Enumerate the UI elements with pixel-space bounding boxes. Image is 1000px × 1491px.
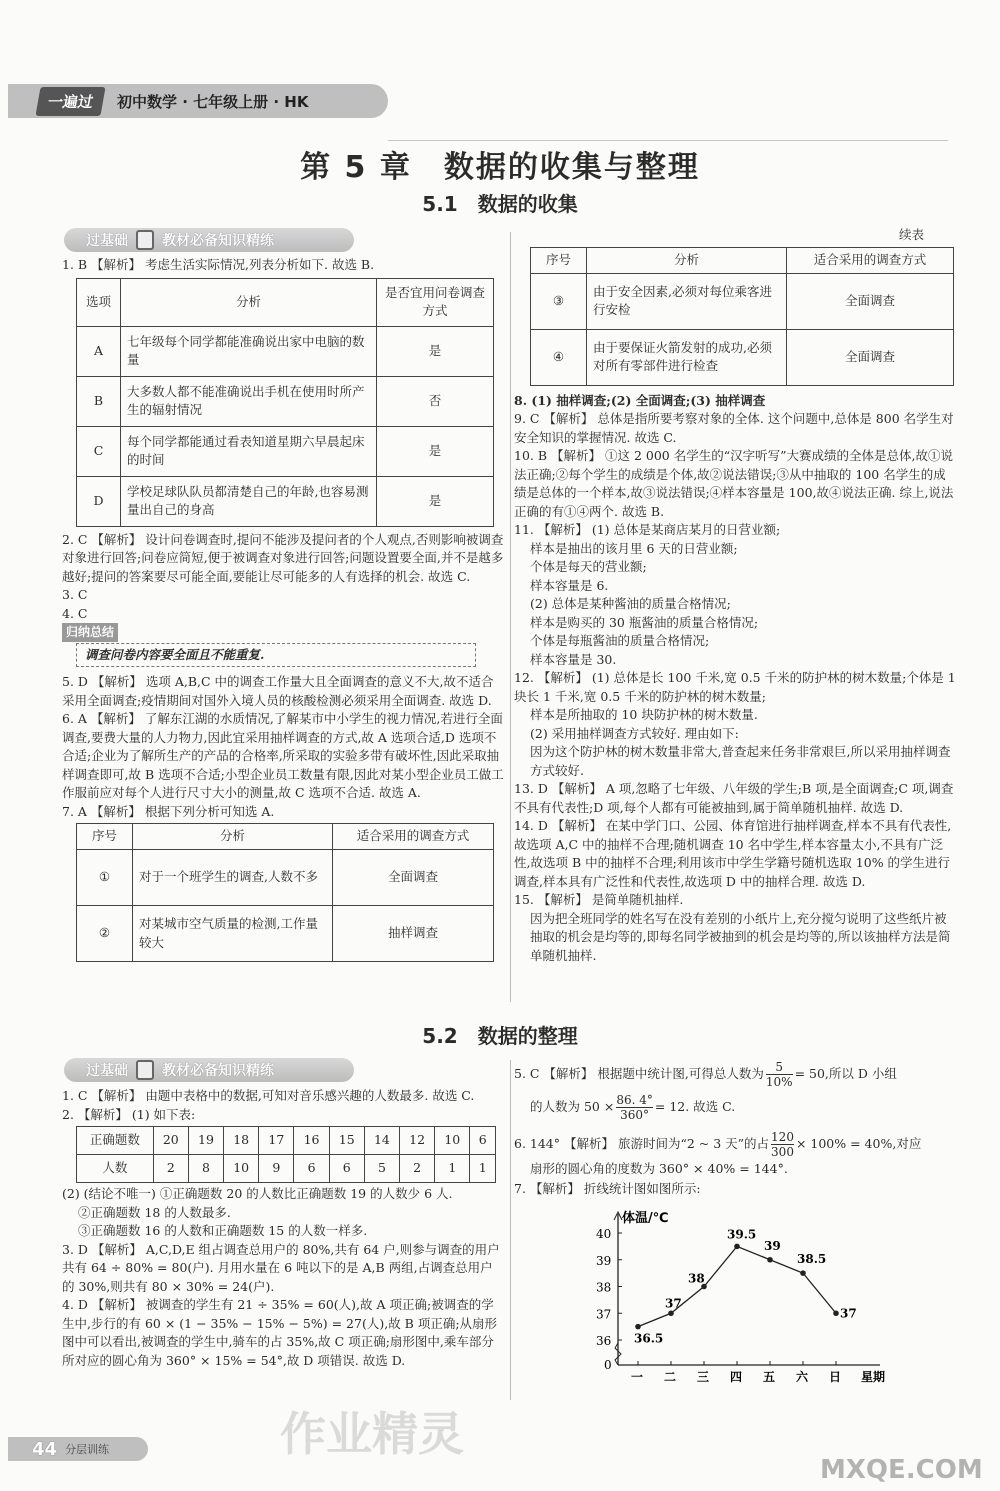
data-point	[800, 1270, 806, 1276]
fraction: $\frac{86. 4^\circ}{360^\circ}$	[616, 1093, 653, 1122]
table-cell: 10	[435, 1127, 470, 1155]
table-cell: 6	[294, 1155, 329, 1183]
data-point	[767, 1257, 773, 1263]
y-tick-label: 36	[596, 1334, 612, 1348]
data-point	[635, 1324, 641, 1330]
table-cell: 16	[294, 1127, 329, 1155]
answer-2: 2. C 【解析】 设计问卷调查时,提问不能涉及提问者的个人观点,否则影响被调查对象进行回答;问卷应简短,便于被调查对象进行回答;问题设置要全面,并不是越多越好;提问的答案要尽可能全面,要能让尽可能多的人有选择的机会. 故选 C.	[62, 531, 504, 584]
y-tick-label: 39	[596, 1253, 612, 1268]
answer-7: 7. A 【解析】 根据下列分析可知选 A.	[62, 803, 275, 819]
data-point	[734, 1244, 740, 1250]
table-options: 选项 分析 是否宜用问卷调查方式 A 七年级每个同学都能准确说出家中电脑的数量 是 B 大多数人都不能准确说出手机在使用时所产生的辐射情况 否 C 每个同学都能通过看表知道星期六早晨起床的时间 是 D 学校足球队队员都清楚自己的年龄,也容易测量出自己的身高 是	[76, 278, 494, 527]
section-title-5-1: 5.1 数据的收集	[422, 192, 578, 216]
data-label: 36.5	[634, 1331, 664, 1346]
watermark-text: 作业精灵	[280, 1407, 464, 1461]
table-methods-continued: 序号 分析 适合采用的调查方式 ③ 由于安全因素,必须对每位乘客进行安检 全面调查 ④ 由于要保证火箭发射的成功,必须对所有零部件进行检查 全面调查	[530, 247, 954, 386]
fraction: $\frac{120}{300}$	[771, 1130, 794, 1159]
answer-13: 13. D 【解析】 A 项,忽略了七年级、八年级的学生;B 项,是全面调查;C 项,调查不具有代表性;D 项,每个人都有可能被抽到,属于简单随机抽样. 故选 D.	[514, 781, 954, 815]
left-column-5-2	[62, 1087, 504, 1370]
data-label: 39	[764, 1238, 781, 1253]
temperature-line-chart	[580, 1200, 910, 1390]
table-cell: 15	[329, 1127, 364, 1155]
header-bar	[8, 84, 388, 118]
logo: 一遍过	[35, 87, 105, 116]
table-cell: 10	[224, 1155, 259, 1183]
table-cell: 18	[224, 1127, 259, 1155]
table-cell: 2	[400, 1155, 435, 1183]
notebook-icon	[136, 230, 154, 250]
right-column-5-2: 5. C 【解析】 根据题中统计图,可得总人数为 $\frac{5}{10\%}$ = 50,所以 D 小组 的人数为 50 × $\frac{86. 4^\circ}{360^\circ}$ = 12. 故选 C. 6. 144° 【解析】 旅游时间为“2 ~ 3 天”的占 $\frac{120}{300}$ × 100% = 40%,对应 扇形的圆心角的度数为 360° × 40% = 144°. 7. 【解析】 折线统计图如图所示:	[514, 1060, 958, 1199]
table-cell: 19	[188, 1127, 223, 1155]
answer-1: 1. B 【解析】 考虑生活实际情况,列表分析如下. 故选 B.	[62, 257, 375, 272]
x-axis-label: 星期	[861, 1370, 886, 1384]
data-label: 37	[665, 1296, 682, 1311]
footer-label: 分层训练	[65, 1443, 110, 1456]
data-label: 37	[840, 1306, 857, 1321]
answer-5-2-7: 7. 【解析】 折线统计图如图所示:	[514, 1181, 701, 1196]
table-cell: 8	[188, 1155, 223, 1183]
x-tick-label: 一	[631, 1370, 644, 1384]
answer-12: 12. 【解析】 (1) 总体是长 100 千米,宽 0.5 千米的防护林的树木数量;个体是 1 块长 1 千米,宽 0.5 千米的防护林的树木数量; 样本是所抽取的 10 块防护林的树木数量. (2) 采用抽样调查方式较好. 理由如下: 因为这个防护林的树木数量非常大,普查起来任务非常艰巨,所以采用抽样调查方式较好.	[514, 670, 956, 778]
continued-label: 续表	[898, 227, 924, 242]
notebook-icon	[136, 1060, 154, 1080]
answer-9: 9. C 【解析】 总体是指所要考察对象的全体. 这个问题中,总体是 800 名学生对安全知识的掌握情况. 故选 C.	[514, 411, 954, 445]
table-cell: 17	[259, 1127, 294, 1155]
table-cell: 2	[153, 1155, 188, 1183]
data-label: 39.5	[727, 1227, 757, 1242]
y-axis-label: 体温/℃	[622, 1211, 669, 1226]
x-tick-label: 四	[730, 1370, 743, 1384]
data-point	[833, 1310, 839, 1316]
section-title-5-2: 5.2 数据的整理	[422, 1024, 578, 1048]
footer-bar	[8, 1437, 148, 1461]
answer-14: 14. D 【解析】 在某中学门口、公园、体育馆进行抽样调查,样本不具有代表性,故选项 A,C 中的抽样不合理;随机调查 10 名中学生,样本容量太小,不具有广泛性,故选项 B 中的抽样不合理;利用该市中学生学籍号随机选取 10% 的学生进行调查,样本具有广泛性和代表性,故选项 D 中的抽样合理. 故选 D.	[514, 818, 952, 889]
x-tick-label: 日	[829, 1370, 842, 1384]
answer-5-2-2b: (2) (结论不唯一) ①正确题数 20 的人数比正确题数 19 的人数少 6 人. ②正确题数 18 的人数最多. ③正确题数 16 的人数和正确题数 15 的人数一样多.	[62, 1186, 453, 1238]
banner-basics: 过基础 教材必备知识精练	[64, 228, 354, 252]
table-cell: 9	[259, 1155, 294, 1183]
data-point	[668, 1310, 674, 1316]
chapter-title: 第 5 章 数据的收集与整理	[300, 150, 700, 185]
y-tick-label: 38	[596, 1280, 612, 1295]
table-cell: 20	[153, 1127, 188, 1155]
table-cell: 1	[435, 1155, 470, 1183]
note-body: 调查问卷内容要全面且不能重复.	[76, 643, 476, 668]
answer-5-2-4: 4. D 【解析】 被调查的学生有 21 ÷ 35% = 60(人),故 A 项正确;被调查的学生中,步行的有 60 × (1 − 35% − 15% − 5%) = 27(人),故 B 项正确;从扇形图中可以看出,被调查的学生中,骑车的占 35%,故 C 项正确;扇形图中,乘车部分所对应的圆心角为 360° × 15% = 54°,故 D 项错误. 故选 D.	[62, 1297, 498, 1368]
banner-basics-2: 过基础 教材必备知识精练	[64, 1058, 354, 1082]
column-divider	[510, 232, 511, 1002]
table-cell: 12	[400, 1127, 435, 1155]
right-column-5-1	[514, 226, 958, 965]
table-methods: 序号 分析 适合采用的调查方式 ① 对于一个班学生的调查,人数不多 全面调查 ② 对某城市空气质量的检测,工作量较大 抽样调查	[76, 823, 494, 962]
table-cell: 5	[364, 1155, 399, 1183]
data-label: 38	[688, 1271, 705, 1286]
table-cell: 6	[470, 1127, 496, 1155]
table-cell: 6	[329, 1155, 364, 1183]
x-tick-label: 二	[664, 1370, 677, 1384]
answer-5-2-1: 1. C 【解析】 由题中表格中的数据,可知对音乐感兴趣的人数最多. 故选 C.	[62, 1088, 475, 1103]
header-title: 初中数学 · 七年级上册 · HK	[117, 92, 309, 111]
y-tick-label: 40	[596, 1227, 612, 1241]
watermark-site: MXQE.COM	[820, 1455, 983, 1485]
answer-5: 5. D 【解析】 选项 A,B,C 中的调查工作量大且全面调查的意义不大,故不适合采用全面调查;疫情期间对国外入境人员的核酸检测必须采用全面调查. 故选 D.	[62, 674, 494, 708]
y-tick-label: 37	[596, 1307, 612, 1322]
header-rule	[388, 140, 948, 141]
table-correct-counts: 正确题数 20 19 18 17 16 15 14 12 10 6 人数 2 8 10 9 6 6 5 2 1 1	[76, 1126, 496, 1183]
answer-15: 15. 【解析】 是简单随机抽样. 因为把全班同学的姓名写在没有差别的小纸片上,充分搅匀说明了这些纸片被抽取的机会是均等的,即每名同学被抽到的机会是均等的,所以该抽样方法是简单随机抽样.	[514, 892, 951, 963]
answer-3: 3. C	[62, 587, 88, 602]
table-cell: 1	[470, 1155, 496, 1183]
x-tick-label: 五	[763, 1370, 776, 1384]
left-column-5-1	[62, 256, 504, 962]
answer-5-2-5: 5. C 【解析】 根据题中统计图,可得总人数为 $\frac{5}{10\%}$ = 50,所以 D 小组	[514, 1060, 897, 1089]
fraction: $\frac{5}{10\%}$	[765, 1060, 793, 1089]
answer-5-2-2: 2. 【解析】 (1) 如下表:	[62, 1106, 196, 1122]
note-heading: 归纳总结	[62, 623, 118, 642]
answer-6: 6. A 【解析】 了解东江湖的水质情况,了解某市中小学生的视力情况,若进行全面调查,要费大量的人力物力,因此宜采用抽样调查的方式,故 A 选项合适,D 选项不合适;企业为了解所生产的产品的合格率,所采取的实验多带有破坏性,因此采取抽样调查即可,故 B 选项不合适;小型企业员工数量有限,因此对某小型企业员工做工作服前应对每个人进行尺寸大小的测量,故 C 选项不合适. 故选 A.	[62, 711, 504, 800]
origin-label: 0	[604, 1358, 612, 1372]
x-tick-label: 六	[796, 1370, 809, 1384]
answer-11: 11. 【解析】 (1) 总体是某商店某月的日营业额; 样本是抽出的该月里 6 天的日营业额; 个体是每天的营业额; 样本容量是 6. (2) 总体是某种酱油的质量合格情况; 样本是购买的 30 瓶酱油的质量合格情况; 个体是每瓶酱油的质量合格情况; 样本容量是 30.	[514, 522, 781, 667]
answer-5-2-3: 3. D 【解析】 A,C,D,E 组占调查总用户的 80%,共有 64 户,则参与调查的用户共有 64 ÷ 80% = 80(户). 月用水量在 6 吨以下的是 A,B 两组,占调查总用户的 30%,则共有 80 × 30% = 24(户).	[62, 1241, 500, 1294]
answer-8: 8. (1) 抽样调查;(2) 全面调查;(3) 抽样调查	[514, 392, 766, 408]
answer-10: 10. B 【解析】 ①这 2 000 名学生的“汉字听写”大赛成绩的全体是总体,故①说法正确;②每个学生的成绩是个体,故②说法错误;③从中抽取的 100 名学生的成绩是总体的一个样本,故③说法错误;④样本容量是 100,故④说法正确. 综上,说法正确的有①④两个. 故选 B.	[514, 448, 954, 519]
answer-5-2-6: 6. 144° 【解析】 旅游时间为“2 ~ 3 天”的占 $\frac{120}{300}$ × 100% = 40%,对应	[514, 1130, 922, 1159]
answer-4: 4. C	[62, 605, 88, 621]
page-number: 44	[32, 1438, 58, 1460]
column-divider-2	[510, 1060, 511, 1400]
table-cell: 14	[364, 1127, 399, 1155]
x-tick-label: 三	[697, 1370, 710, 1384]
data-label: 38.5	[797, 1252, 827, 1267]
